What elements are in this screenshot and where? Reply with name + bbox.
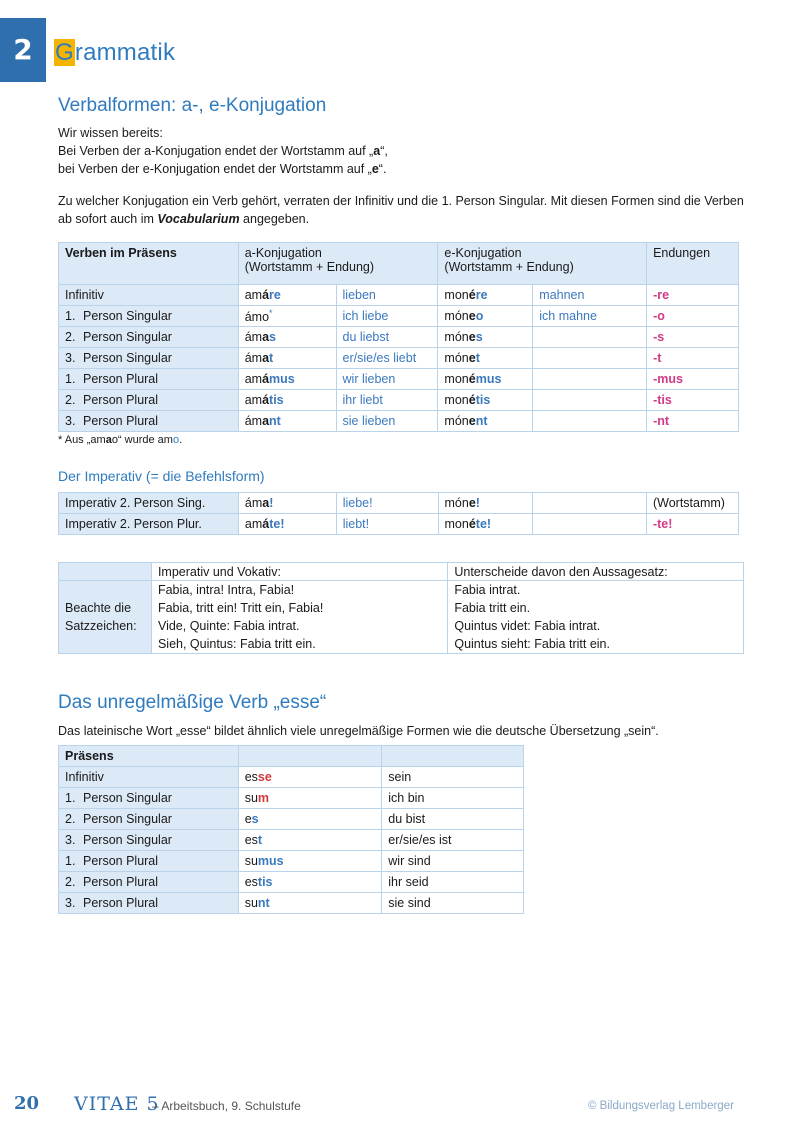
- table-row: [59, 809, 524, 830]
- esse-stem: es: [244, 833, 258, 847]
- esse-stem: es: [244, 770, 258, 784]
- ending: -t: [647, 348, 739, 369]
- a-vowel: a: [262, 496, 270, 510]
- esse-form: [238, 767, 382, 788]
- a-form: [238, 285, 336, 306]
- header-a-konjugation: a-Konjugation (Wortstamm + Endung): [238, 243, 438, 285]
- section-title-esse: Das unregelmäßige Verb „esse“: [58, 692, 327, 713]
- e-stem: mon: [444, 517, 469, 531]
- page-number: 20: [14, 1093, 40, 1114]
- e-form: [438, 306, 533, 327]
- konjugation-paragraph: Zu welcher Konjugation ein Verb gehört, verraten der Infinitiv und die 1. Person Singular. Mit diesen Formen sind die Verben ab sofort auch im Vocabularium angegeben.: [58, 194, 744, 226]
- e-gloss: mahnen: [533, 285, 647, 306]
- esse-translation: ich bin: [382, 788, 524, 809]
- e-ending: nt: [475, 414, 488, 428]
- e-stem: món: [444, 496, 469, 510]
- table-row: [59, 411, 739, 432]
- a-form: [238, 390, 336, 411]
- e-form: [438, 285, 533, 306]
- imp-ending: -te!: [646, 514, 738, 535]
- e-stem: món: [444, 330, 469, 344]
- e-ending: re: [475, 288, 488, 302]
- row-number: 2.: [65, 330, 76, 344]
- a-form: [238, 306, 336, 327]
- table-row: [59, 306, 739, 327]
- esse-form: [238, 830, 382, 851]
- table-row: [59, 851, 524, 872]
- row-label-text: Person Singular: [83, 330, 172, 344]
- a-ending: te!: [269, 517, 285, 531]
- imp-a-form: [238, 493, 336, 514]
- e-stem: mon: [444, 372, 469, 386]
- book-title: VITAE 5: [74, 1093, 160, 1115]
- e-vowel: e: [468, 496, 476, 510]
- a-stem: ám: [244, 330, 263, 344]
- esse-ending: s: [251, 812, 259, 826]
- row-number: 2.: [65, 812, 76, 826]
- row-label: [59, 893, 239, 914]
- a-stem: ám: [244, 351, 263, 365]
- table-row: [59, 830, 524, 851]
- copyright: © Bildungsverlag Lemberger: [588, 1100, 734, 1112]
- chapter-title: Grammatik: [55, 39, 176, 66]
- e-vowel: e: [468, 414, 476, 428]
- row-label: [59, 809, 239, 830]
- esse-intro: Das lateinische Wort „esse“ bildet ähnlich viele unregelmäßige Formen wie die deutsche Übersetzung „sein“.: [58, 724, 659, 738]
- a-vowel: a: [262, 414, 270, 428]
- esse-stem: e: [244, 812, 252, 826]
- intro-paragraph: Wir wissen bereits: Bei Verben der a-Konjugation endet der Wortstamm auf „a“, bei Verben der e-Konjugation endet der Wortstamm auf „e“.: [58, 126, 388, 176]
- row-number: 2.: [65, 393, 76, 407]
- row-label-text: Person Plural: [83, 896, 159, 910]
- row-label-text: Person Plural: [83, 393, 159, 407]
- esse-translation: sein: [382, 767, 524, 788]
- punctuation-col1-examples: Fabia, intra! Intra, Fabia! Fabia, tritt ein! Tritt ein, Fabia! Vide, Quinte: Fabia intrat. Sieh, Quintus: Fabia tritt ein.: [151, 581, 447, 654]
- e-vowel: é: [468, 372, 476, 386]
- table-row: [59, 369, 739, 390]
- esse-translation: ihr seid: [382, 872, 524, 893]
- esse-ending: t: [257, 833, 263, 847]
- a-stem: am: [244, 517, 263, 531]
- a-vowel: á: [262, 393, 270, 407]
- e-form: [438, 327, 533, 348]
- row-label: [59, 390, 239, 411]
- a-gloss: lieben: [336, 285, 438, 306]
- e-form: [438, 390, 533, 411]
- a-stem: ám: [244, 496, 263, 510]
- imp-e-form: [438, 493, 533, 514]
- row-label: [59, 851, 239, 872]
- esse-translation: du bist: [382, 809, 524, 830]
- e-stem: mon: [444, 288, 469, 302]
- imp-empty: [533, 493, 647, 514]
- row-number: 1.: [65, 791, 76, 805]
- table-row: [59, 514, 739, 535]
- row-label-text: Person Plural: [83, 875, 159, 889]
- e-ending: t: [475, 351, 480, 365]
- row-number: 1.: [65, 372, 76, 386]
- imperativ-title: Der Imperativ (= die Befehlsform): [58, 468, 265, 484]
- ending: -tis: [647, 390, 739, 411]
- a-ending: s: [269, 330, 276, 344]
- section-title-verbalformen: Verbalformen: a-, e-Konjugation: [58, 95, 327, 116]
- e-gloss: [533, 327, 647, 348]
- a-ending: tis: [269, 393, 284, 407]
- e-gloss: ich mahne: [533, 306, 647, 327]
- imp-label: Imperativ 2. Person Sing.: [59, 493, 239, 514]
- a-stem: am: [244, 393, 263, 407]
- e-vowel: e: [468, 351, 476, 365]
- a-vowel: a: [262, 351, 270, 365]
- esse-ending: nt: [257, 896, 270, 910]
- a-gloss: ihr liebt: [336, 390, 438, 411]
- row-label-text: Person Singular: [83, 351, 172, 365]
- footnote: * Aus „amao“ wurde amo.: [58, 434, 183, 446]
- row-label: [59, 348, 239, 369]
- row-label: [59, 369, 239, 390]
- a-gloss: sie lieben: [336, 411, 438, 432]
- row-label: [59, 411, 239, 432]
- punctuation-col2-examples: Fabia intrat. Fabia tritt ein. Quintus videt: Fabia intrat. Quintus sieht: Fabia tritt ein.: [448, 581, 744, 654]
- a-form: [238, 348, 336, 369]
- row-label: [59, 767, 239, 788]
- e-stem: món: [444, 414, 469, 428]
- row-label-text: Infinitiv: [65, 288, 104, 302]
- esse-form: [238, 893, 382, 914]
- row-number: 2.: [65, 875, 76, 889]
- ending: -nt: [647, 411, 739, 432]
- esse-stem: su: [244, 791, 258, 805]
- table-row: [59, 390, 739, 411]
- punctuation-label: Beachte die Satzzeichen:: [59, 581, 152, 654]
- imp-a-gloss: liebe!: [336, 493, 438, 514]
- verb-conjugation-table: [58, 242, 739, 432]
- table-row: [59, 285, 739, 306]
- a-ending: mus: [269, 372, 295, 386]
- e-gloss: [533, 348, 647, 369]
- a-ending: re: [269, 288, 281, 302]
- row-label-text: Person Singular: [83, 833, 172, 847]
- row-label: [59, 285, 239, 306]
- a-gloss: wir lieben: [336, 369, 438, 390]
- a-form: [238, 369, 336, 390]
- e-ending: !: [475, 496, 480, 510]
- row-number: 1.: [65, 309, 76, 323]
- e-gloss: [533, 369, 647, 390]
- a-stem: ámo: [244, 310, 270, 325]
- a-ending: t: [269, 351, 274, 365]
- imp-e-form: [438, 514, 533, 535]
- imperative-table: [58, 492, 739, 535]
- esse-form: [238, 851, 382, 872]
- ending: -re: [647, 285, 739, 306]
- imp-a-gloss: liebt!: [336, 514, 438, 535]
- row-label: [59, 788, 239, 809]
- punctuation-label-top: [59, 563, 152, 581]
- e-form: [438, 411, 533, 432]
- esse-ending: tis: [257, 875, 273, 889]
- row-number: 3.: [65, 833, 76, 847]
- row-label-text: Person Singular: [83, 309, 172, 323]
- row-number: 3.: [65, 414, 76, 428]
- header-endungen: Endungen: [647, 243, 739, 285]
- imp-label: Imperativ 2. Person Plur.: [59, 514, 239, 535]
- esse-ending: se: [257, 770, 272, 784]
- a-form: [238, 327, 336, 348]
- a-gloss: er/sie/es liebt: [336, 348, 438, 369]
- e-form: [438, 369, 533, 390]
- a-stem: am: [244, 288, 263, 302]
- ending: -o: [647, 306, 739, 327]
- row-label: [59, 830, 239, 851]
- esse-table: [58, 745, 524, 914]
- row-label-text: Person Plural: [83, 854, 159, 868]
- row-label: [59, 306, 239, 327]
- row-label-text: Person Plural: [83, 414, 159, 428]
- row-label-text: Infinitiv: [65, 770, 104, 784]
- table-row: [59, 327, 739, 348]
- table-row: [59, 348, 739, 369]
- row-number: 1.: [65, 854, 76, 868]
- table-row: [59, 872, 524, 893]
- e-ending: s: [475, 330, 483, 344]
- e-ending: mus: [475, 372, 502, 386]
- esse-stem: es: [244, 875, 258, 889]
- row-label-text: Person Singular: [83, 791, 172, 805]
- a-vowel: á: [262, 288, 270, 302]
- table-row: [59, 893, 524, 914]
- table-row: [59, 493, 739, 514]
- row-label: [59, 872, 239, 893]
- row-number: 3.: [65, 896, 76, 910]
- e-ending: te!: [475, 517, 492, 531]
- table-row: [59, 767, 524, 788]
- punctuation-table: [58, 562, 744, 654]
- e-form: [438, 348, 533, 369]
- row-label-text: Person Plural: [83, 372, 159, 386]
- esse-translation: er/sie/es ist: [382, 830, 524, 851]
- row-number: 3.: [65, 351, 76, 365]
- book-subtitle: – Arbeitsbuch, 9. Schulstufe: [152, 1099, 301, 1113]
- e-vowel: é: [468, 393, 476, 407]
- punctuation-col1-header: Imperativ und Vokativ:: [151, 563, 447, 581]
- a-stem: ám: [244, 414, 263, 428]
- esse-translation: wir sind: [382, 851, 524, 872]
- esse-stem: su: [244, 896, 258, 910]
- table-row: [59, 788, 524, 809]
- punctuation-col2-header: Unterscheide davon den Aussagesatz:: [448, 563, 744, 581]
- a-vowel: á: [262, 372, 270, 386]
- a-form: [238, 411, 336, 432]
- ending: -mus: [647, 369, 739, 390]
- e-vowel: é: [468, 288, 476, 302]
- esse-form: [238, 809, 382, 830]
- e-vowel: e: [468, 330, 476, 344]
- header-e-konjugation: e-Konjugation (Wortstamm + Endung): [438, 243, 647, 285]
- a-vowel: a: [262, 330, 270, 344]
- imp-a-form: [238, 514, 336, 535]
- a-ending: nt: [269, 414, 281, 428]
- a-stem: am: [244, 372, 263, 386]
- a-ending: *: [269, 307, 273, 318]
- a-gloss: ich liebe: [336, 306, 438, 327]
- a-ending: !: [269, 496, 274, 510]
- imp-ending: (Wortstamm): [646, 493, 738, 514]
- e-stem: mon: [444, 393, 469, 407]
- a-gloss: du liebst: [336, 327, 438, 348]
- row-label-text: Person Singular: [83, 812, 172, 826]
- header-verben-im-praesens: Verben im Präsens: [59, 243, 239, 285]
- a-vowel: á: [262, 517, 270, 531]
- e-ending: tis: [475, 393, 491, 407]
- esse-ending: m: [257, 791, 270, 805]
- e-gloss: [533, 390, 647, 411]
- e-vowel: é: [468, 517, 476, 531]
- esse-form: [238, 872, 382, 893]
- chapter-number: 2: [0, 18, 46, 82]
- esse-ending: mus: [257, 854, 284, 868]
- esse-translation: sie sind: [382, 893, 524, 914]
- e-stem: món: [444, 309, 469, 323]
- e-stem: món: [444, 351, 469, 365]
- e-gloss: [533, 411, 647, 432]
- esse-stem: su: [244, 854, 258, 868]
- e-ending: o: [475, 309, 484, 323]
- e-vowel: e: [468, 309, 476, 323]
- row-label: [59, 327, 239, 348]
- imp-empty: [533, 514, 647, 535]
- ending: -s: [647, 327, 739, 348]
- esse-form: [238, 788, 382, 809]
- esse-header: Präsens: [59, 746, 239, 767]
